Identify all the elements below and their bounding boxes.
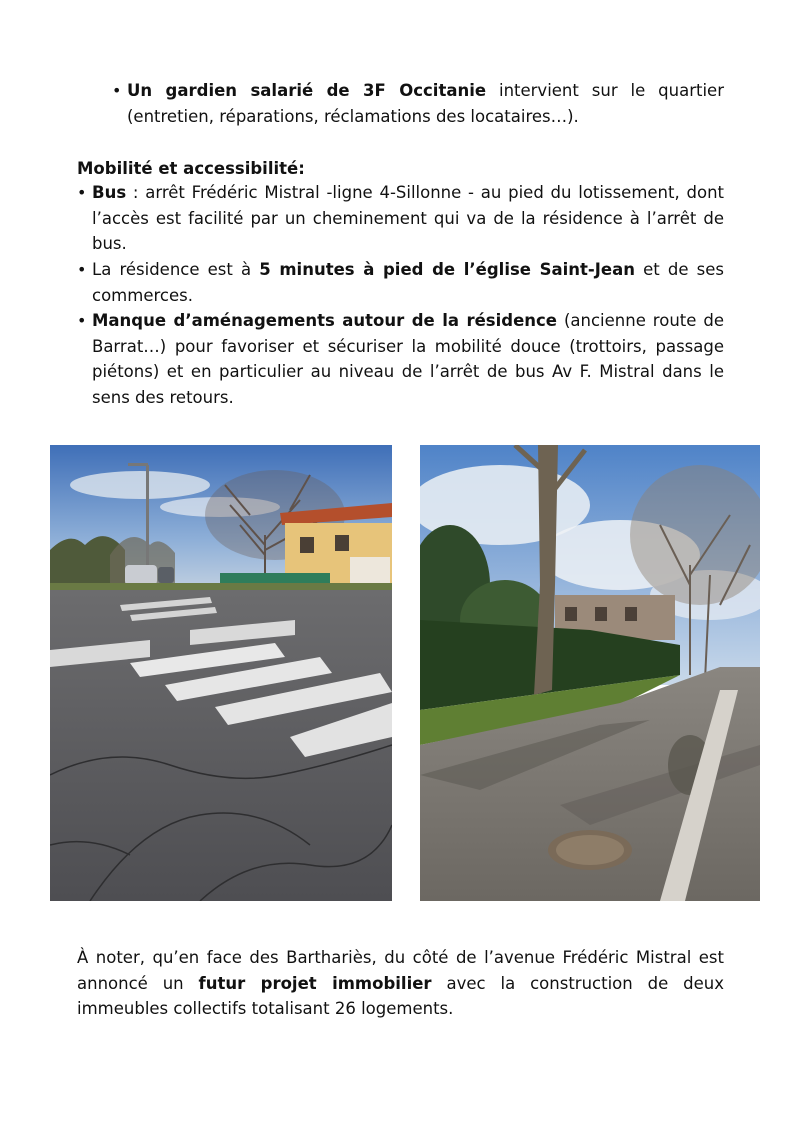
plain-text: avec la construction de deux immeubles collectifs totalisant 26 logements. [77,973,725,1018]
section-heading: Mobilité et accessibilité: [77,159,305,178]
bold-text: futur projet immobilier [198,973,432,993]
plain-text: intervient sur le quartier (entretien, réparations, réclamations des locataires…). [127,81,724,126]
bullet-caretaker [112,78,724,130]
plain-text: La résidence est à [92,260,260,279]
bullet-dot: • [112,81,122,100]
bullet-bus-text [92,180,724,257]
photo-crosswalk [50,445,392,901]
plain-text: : arrêt Frédéric Mistral -ligne 4-Sillonne - au pied du lotissement, dont l’accès est facilité par un cheminement qui va de la résidence à l’arrêt de bus. [92,183,724,253]
bold-text: 5 minutes à pied de l’église Saint-Jean [259,260,635,279]
bullet-church [77,257,724,309]
plain-text: À noter, qu’en face des Barthariès, du côté de l’avenue Frédéric Mistral est annoncé un [77,948,724,993]
photo-crosswalk-image [50,445,392,901]
bullet-lack-facilities [77,308,724,412]
bullet-dot: • [77,183,87,202]
bold-text: Manque d’aménagements autour de la résidence [92,311,557,330]
plain-text: et de ses commerces. [92,260,724,305]
bold-text: Un gardien salarié de 3F Occitanie [127,81,487,100]
bullet-church-text [92,257,724,308]
plain-text: (ancienne route de Barrat…) pour favoriser et sécuriser la mobilité douce (trottoirs, passage piétons) et en particulier au niveau de l’arrêt de bus Av F. Mistral dans le sens des retours. [92,311,724,407]
photo-street [420,445,760,901]
bullet-dot: • [77,260,87,279]
bullet-lack-facilities-text [92,308,724,410]
note-paragraph [77,945,724,1022]
bold-text: Bus [92,183,127,202]
bullet-caretaker-text [127,78,724,129]
bullet-dot: • [77,311,87,330]
bullet-bus [77,180,724,258]
photo-street-image [420,445,760,901]
